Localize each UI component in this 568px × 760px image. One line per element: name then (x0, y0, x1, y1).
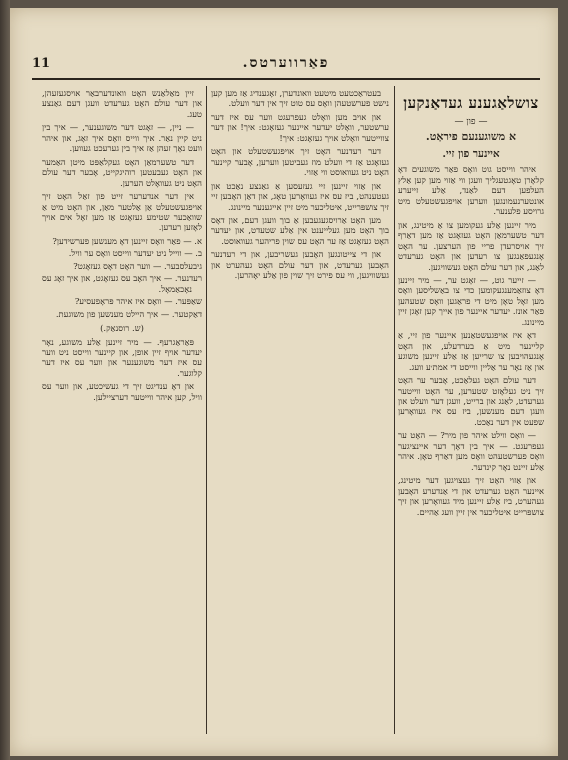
article-title: צושלאַגענע געדאַנקען (403, 94, 539, 112)
running-title: פאַרווערטס. (242, 55, 330, 71)
dialogue-line: גיבעלסבער. — ווער האָט דאָס געזאָגט? (73, 260, 202, 271)
newspaper-page (10, 8, 558, 756)
dialogue-line: רעדנער. — איך האָב עס געזאָגט, און איך זאָג עס נאָכאַמאָל. (42, 273, 202, 294)
paragraph: אין דער אנדערער זייט פון זאַל האָט זיך אויפגעשטעלט אַן אַלטער מאַן, און האָט מיט אַ שוואַכער שטימע געזאָגט אַז מען זאָל אים אויך לאָזען רעדען. (42, 191, 202, 233)
paragraph: פּאַראַגרעף. — מיר זיינען אַלע משוגע, נאָר יעדער אויף זיין אופן, און קיינער ווייסט ניט ווער עס איז דער משוגענער און ווער עס איז דער קלוגער. (42, 336, 202, 378)
paragraph: דער רעדנער האָט זיך אויפגעשטעלט און האָט געזאָגט אַז די וועלט מוז געביטען ווערען, אָבער קיינער האָט ניט געוואוסט ווי אַזוי. (211, 146, 389, 178)
paragraph: איהר ווייסט גוט וואָס פאַר משוגעים דאָ קלאָרן טאָגטעגליך וועגן ווי אַזוי מען קען אַלץ העלפען דעם לאַנד, אַלע זייערע אונטערנעמונגען ווערען אויפגעשטעלט מיט גרויסע פלענער. (398, 164, 544, 217)
page-number: 11 (32, 56, 51, 71)
paragraph: און אויב מען וואָלט געפרעגט ווער עס איז דער ערשטער, וואָלט יעדער איינער געזאָגט: איך! און דער צווייטער וואָלט אויך געזאָגט: איך! (211, 111, 389, 143)
stage-direction: (ש. רוסנאַק.) (100, 323, 144, 334)
article-author: א משוגענעם פיראַט. (425, 130, 517, 144)
book-spine (0, 0, 10, 760)
paragraph: — ניין, — זאָגט דער משוגענער, — איך בין ניט קיין נאַר. איך ווייס וואָס איך זאָג, און איהר וועט נאָך זעהן אַז איך בין גערעכט געווען. (42, 122, 202, 154)
paragraph: — וואָס ווילט איהר פון מיר? — האָט ער געפרעגט. — איך בין דאָך דער איינציגער וואָס פערשטעהט וואָס מען דאַרף טאָן. איהר אַלע זיינט נאָר קינדער. (398, 430, 544, 472)
column-left (42, 88, 202, 736)
column-middle (211, 88, 389, 736)
paragraph: און דאָ ענדיגט זיך די געשיכטע, און ווער עס וויל, קען איהר ווייטער דערציילען. (42, 381, 202, 402)
dialogue-block (42, 236, 202, 319)
page-header (32, 56, 540, 80)
dialogue-line: א. — פאַר וואָס זיינען דאָ מענשען פערשידען? (52, 235, 202, 246)
dialogue-line: שאַפּער. — וואָס איז איהר פּראָפעסיע? (74, 296, 202, 307)
column-rule (394, 86, 395, 734)
paragraph: דער עולם האָט געלאַכט, אָבער ער האָט זיך ניט געלאָזט שטערען, ער האָט ווייטער גערעדט, לאַנג און ברייט, וועגן דער וועלט און וועגן דעם מענשען, ביז עס איז געוואָרען שפעט אין דער נאַכט. (398, 375, 544, 427)
paragraph: מיר זיינען אַלע געקומען צו אַ מיטינג, און דער טשערמאַן האָט געזאָגט אַז מען דאַרף זיך אויסרעדן פריי פון הערצען. ער האָט אָנגעפאַנגען צו רעדען און האָט גערעדט לאַנג, און דער עולם האָט געשוויגען. (398, 219, 544, 272)
section-heading: איינער פון זיי. (442, 148, 500, 161)
paragraph: בעטראַכטעט מיטעט וואונדערן, זאָגענדיג אַז מען קען נישט פערשטעהן וואָס עס טוט זיך אין דער וועלט. (211, 88, 389, 109)
paragraph: דער טשערמאַן האָט געקלאַפּט מיטן האַמער און האָט געבעטען רוהיגקייט, אָבער דער עולם האָט ניט געוואָלט הערען. (42, 156, 202, 188)
column-rule (206, 86, 207, 734)
paragraph: דאָ איז אויפגעשטאַנען איינער פון זיי, אַ קליינער מיט אַ בערדעלע, און האָט אָנגעהויבען צו שרייען אַז אַלע זיינען משוגע און אַז נאָר ער אַליין ווייסט די אמת׳ע וועג. (398, 330, 544, 372)
paragraph: זיין מאַלאַנש האָט וואונדערבאַר אויסגעזעהן, און דער עולם האָט גערעדט וועגן דעם גאַנצע טעג. (42, 88, 202, 119)
paragraph: און די צייטונגען האָבען געשריבען, און די רעדנער האָבען גערעדט, און דער עולם האָט געהערט און געשוויגען, ווי עס פירט זיך שוין פון אַלע יאָהרען. (211, 249, 389, 281)
dialogue-line: ב. — ווייל ניט יעדער ווייסט וואָס ער וויל. (68, 248, 202, 259)
paragraph: און אַזוי האָט זיך געצויגען דער מיטינג, איינער האָט גערעדט און די אַנדערע האָבען געהערט, ביז אַלע זיינען מיד געוואָרען און זיך צושפּרייט איטליכער אין זיין וועג אַהיים. (398, 475, 544, 517)
paragraph: — זייער גוט, — זאָגט ער, — מיר זיינען דאָ צוזאַמענגעקומען כדי צו באַשליסען וואָס מען זאָל טאָן מיט די פראַגען וואָס שטעהען פאַר אונז. יעדער איינער פון אייך קען זאָגן זיין מיינונג. (398, 274, 544, 327)
paragraph: און אַזוי זיינען זיי געזעסען אַ גאַנצע נאַכט און געטענהט, ביז עס איז געוואָרען טאָג, און דאַן האָבען זיי זיך צושפּרייט, איטליכער מיט זיין אייגענער מיינונג. (211, 180, 389, 212)
dialogue-line: דאַקטער. — איך היילט מענשען פון משוגעת. (55, 308, 202, 319)
paragraph: מען האָט אַרויסגעגעבען אַ בוך וועגן דעם, און דאָס בוך האָט מען געלייענט אין אַלע שטעדט, און יעדער האָט געזאָגט אַז ער האָט עס שוין פריהער געוואוסט. (211, 214, 389, 246)
title-separator: — פון — (454, 117, 488, 127)
column-right (398, 88, 544, 736)
